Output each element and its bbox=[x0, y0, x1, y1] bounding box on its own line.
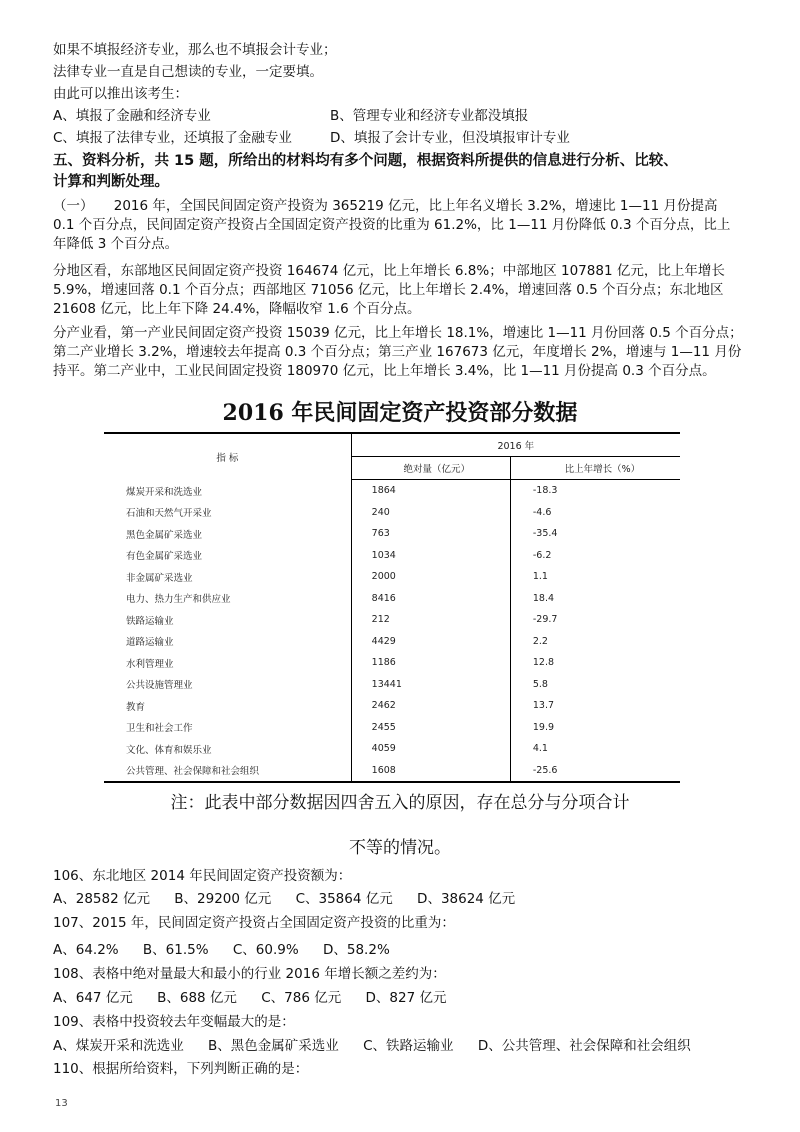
paragraph-line: 21608 亿元，比上年下降 24.4%，降幅收窄 1.6 个百分点。 bbox=[53, 301, 421, 317]
intro-option-a: A、填报了金融和经济专业 bbox=[53, 108, 211, 124]
row-name: 铁路运输业 bbox=[104, 609, 351, 631]
row-growth: -18.3 bbox=[532, 485, 558, 497]
intro-option-b: B、管理专业和经济专业都没填报 bbox=[330, 108, 529, 124]
option-b: B、黑色金属矿采选业 bbox=[208, 1038, 339, 1054]
question-107-options bbox=[53, 941, 410, 960]
row-name: 文化、体育和娱乐业 bbox=[104, 738, 351, 760]
row-name: 道路运输业 bbox=[104, 631, 351, 653]
table-title: 2016 年民间固定资产投资部分数据 bbox=[222, 400, 578, 426]
row-name: 非金属矿采选业 bbox=[104, 566, 351, 588]
page-number: 13 bbox=[55, 1098, 68, 1109]
row-absolute: 2000 bbox=[351, 566, 510, 588]
header-growth: 比上年增长（%） bbox=[510, 457, 680, 480]
row-growth: 4.1 bbox=[532, 743, 548, 755]
option-a: A、28582 亿元 bbox=[53, 891, 150, 907]
paragraph-line: 持平。第二产业中，工业民间固定投资 180970 亿元，比上年增长 3.4%，比 1—11 月份提高 0.3 个百分点。 bbox=[53, 363, 716, 379]
paragraph-line: 分产业看，第一产业民间固定资产投资 15039 亿元，比上年增长 18.1%，增速比 1—11 月份回落 0.5 个百分点； bbox=[53, 325, 743, 341]
paragraph-line: 0.1 个百分点，民间固定资产投资占全国固定资产投资的比重为 61.2%，比 1—11 月份降低 0.3 个百分点，比上 bbox=[53, 217, 731, 233]
investment-table bbox=[104, 432, 680, 783]
row-growth: -35.4 bbox=[532, 528, 558, 540]
row-growth: -4.6 bbox=[532, 506, 552, 518]
table-row bbox=[104, 760, 680, 783]
table-row bbox=[104, 566, 680, 588]
table-row bbox=[104, 652, 680, 674]
question-107-stem: 107、2015 年，民间固定资产投资占全国固定资产投资的比重为： bbox=[53, 915, 455, 931]
table-row bbox=[104, 588, 680, 610]
row-growth: 13.7 bbox=[532, 700, 555, 712]
row-growth: 2.2 bbox=[532, 635, 548, 647]
intro-line-1: 如果不填报经济专业，那么也不填报会计专业； bbox=[53, 42, 337, 58]
option-d: D、38624 亿元 bbox=[417, 891, 516, 907]
header-indicator: 指 标 bbox=[104, 433, 351, 480]
row-absolute: 2462 bbox=[351, 695, 510, 717]
row-name: 水利管理业 bbox=[104, 652, 351, 674]
question-106-stem: 106、东北地区 2014 年民间固定资产投资额为： bbox=[53, 868, 352, 884]
question-110-stem: 110、根据所给资料，下列判断正确的是： bbox=[53, 1061, 309, 1077]
row-name: 公共管理、社会保障和社会组织 bbox=[104, 760, 351, 783]
section-heading-line-2: 计算和判断处理。 bbox=[53, 174, 169, 190]
option-b: B、61.5% bbox=[142, 942, 209, 958]
table-row bbox=[104, 695, 680, 717]
paragraph-line: （一） 2016 年，全国民间固定资产投资为 365219 亿元，比上年名义增长 3.2%，增速比 1—11 月份提高 bbox=[53, 198, 718, 214]
question-108-options bbox=[53, 989, 466, 1008]
intro-line-2: 法律专业一直是自己想读的专业，一定要填。 bbox=[53, 64, 323, 80]
row-name: 教育 bbox=[104, 695, 351, 717]
row-name: 黑色金属矿采选业 bbox=[104, 523, 351, 545]
table-row bbox=[104, 523, 680, 545]
intro-option-c: C、填报了法律专业，还填报了金融专业 bbox=[53, 130, 292, 146]
row-name: 卫生和社会工作 bbox=[104, 717, 351, 739]
question-108-stem: 108、表格中绝对量最大和最小的行业 2016 年增长额之差约为： bbox=[53, 966, 446, 982]
row-growth: -25.6 bbox=[510, 760, 680, 783]
intro-option-d: D、填报了会计专业，但没填报审计专业 bbox=[330, 130, 570, 146]
option-c: C、60.9% bbox=[232, 942, 299, 958]
option-d: D、827 亿元 bbox=[365, 990, 447, 1006]
table-note-line-1: 注：此表中部分数据因四舍五入的原因，存在总分与分项合计 bbox=[170, 793, 630, 813]
row-growth: 12.8 bbox=[532, 657, 555, 669]
row-absolute: 1864 bbox=[351, 480, 510, 502]
option-a: A、647 亿元 bbox=[53, 990, 133, 1006]
row-name: 煤炭开采和洗选业 bbox=[104, 480, 351, 502]
row-absolute: 2455 bbox=[351, 717, 510, 739]
row-absolute: 763 bbox=[351, 523, 510, 545]
option-c: C、786 亿元 bbox=[261, 990, 342, 1006]
row-absolute: 212 bbox=[351, 609, 510, 631]
row-absolute: 4059 bbox=[351, 738, 510, 760]
option-a: A、煤炭开采和洗选业 bbox=[53, 1038, 184, 1054]
option-a: A、64.2% bbox=[53, 942, 119, 958]
row-growth: 19.9 bbox=[532, 721, 555, 733]
row-growth: 1.1 bbox=[532, 571, 548, 583]
table-note-line-2: 不等的情况。 bbox=[349, 838, 451, 858]
row-growth: -29.7 bbox=[532, 614, 558, 626]
option-c: C、铁路运输业 bbox=[363, 1038, 454, 1054]
row-absolute: 4429 bbox=[351, 631, 510, 653]
row-name: 电力、热力生产和供应业 bbox=[104, 588, 351, 610]
section-heading-line-1: 五、资料分析，共 15 题，所给出的材料均有多个问题，根据资料所提供的信息进行分析、比较、 bbox=[53, 153, 678, 169]
paragraph-line: 分地区看，东部地区民间固定资产投资 164674 亿元，比上年增长 6.8%；中部地区 107881 亿元，比上年增长 bbox=[53, 263, 725, 279]
paragraph-line: 5.9%，增速回落 0.1 个百分点；西部地区 71056 亿元，比上年增长 2.4%，增速回落 0.5 个百分点；东北地区 bbox=[53, 282, 724, 298]
option-b: B、688 亿元 bbox=[157, 990, 237, 1006]
option-d: D、58.2% bbox=[322, 942, 390, 958]
table-row bbox=[104, 609, 680, 631]
paragraph-overview bbox=[53, 197, 747, 254]
header-year: 2016 年 bbox=[351, 433, 680, 457]
paragraph-industries bbox=[53, 324, 747, 381]
row-name: 公共设施管理业 bbox=[104, 674, 351, 696]
row-absolute: 1186 bbox=[351, 652, 510, 674]
row-absolute: 1608 bbox=[351, 760, 510, 783]
question-109-options bbox=[53, 1037, 711, 1056]
table-row bbox=[104, 545, 680, 567]
intro-line-3: 由此可以推出该考生： bbox=[53, 86, 188, 102]
row-growth: 5.8 bbox=[532, 678, 548, 690]
table-row bbox=[104, 502, 680, 524]
option-b: B、29200 亿元 bbox=[174, 891, 272, 907]
row-name: 有色金属矿采选业 bbox=[104, 545, 351, 567]
paragraph-line: 年降低 3 个百分点。 bbox=[53, 236, 179, 252]
paragraph-line: 第二产业增长 3.2%，增速较去年提高 0.3 个百分点；第三产业 167673 亿元，年度增长 2%，增速与 1—11 月份 bbox=[53, 344, 742, 360]
row-absolute: 1034 bbox=[351, 545, 510, 567]
row-absolute: 8416 bbox=[351, 588, 510, 610]
table-row bbox=[104, 717, 680, 739]
option-d: D、公共管理、社会保障和社会组织 bbox=[477, 1038, 691, 1054]
row-name: 石油和天然气开采业 bbox=[104, 502, 351, 524]
row-absolute: 13441 bbox=[351, 674, 510, 696]
option-c: C、35864 亿元 bbox=[295, 891, 393, 907]
question-109-stem: 109、表格中投资较去年变幅最大的是： bbox=[53, 1014, 295, 1030]
paragraph-regions bbox=[53, 262, 747, 319]
table-row bbox=[104, 738, 680, 760]
table-row bbox=[104, 674, 680, 696]
row-growth: -6.2 bbox=[532, 549, 552, 561]
table-row bbox=[104, 631, 680, 653]
row-growth: 18.4 bbox=[532, 592, 555, 604]
question-106-options bbox=[53, 890, 535, 909]
header-absolute: 绝对量（亿元） bbox=[351, 457, 510, 480]
table-row bbox=[104, 480, 680, 502]
row-absolute: 240 bbox=[351, 502, 510, 524]
